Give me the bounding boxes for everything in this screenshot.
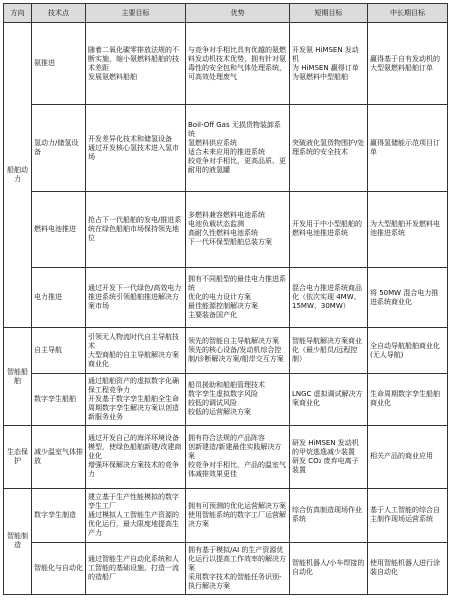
cell-line: 最佳能源控制解决方案 bbox=[188, 302, 258, 311]
table-row bbox=[4, 105, 448, 192]
long-term-cell bbox=[368, 105, 448, 192]
cell-line: 基于人工智能的综合自主制作现场运营系统 bbox=[370, 506, 440, 524]
cell-line: 开发用于中小型船舶的燃料电池推进系统 bbox=[292, 220, 362, 238]
table-row bbox=[4, 542, 448, 594]
header-main-goal: 主要目标 bbox=[86, 4, 186, 23]
long-term-cell bbox=[368, 267, 448, 328]
advantage-cell bbox=[186, 23, 290, 105]
cell-line: 将 50MW 混合电力推进系统商业化 bbox=[370, 288, 439, 306]
cell-line: 拥有符合法规的产品阵容 bbox=[188, 434, 265, 443]
long-term-cell bbox=[368, 328, 448, 374]
advantage-cell bbox=[186, 425, 290, 488]
cell-line: 赢得基于自有发动机的大型氨燃料船舶订单 bbox=[370, 54, 440, 72]
cell-line: 发展氨燃料船舶 bbox=[88, 72, 137, 81]
table-row bbox=[4, 425, 448, 488]
cell-line: 为氨燃料中型船舶 bbox=[292, 72, 348, 81]
cell-line: 相关产品的商业应用 bbox=[370, 452, 433, 461]
document-page bbox=[3, 3, 447, 595]
table-row bbox=[4, 191, 448, 267]
header-direction: 方向 bbox=[4, 4, 32, 23]
long-term-cell bbox=[368, 191, 448, 267]
table-row bbox=[4, 267, 448, 328]
header-tech: 技术点 bbox=[32, 4, 86, 23]
cell-line: 通过开发下一代绿色/高效电力推进系统引领船舶推进解决方案市场 bbox=[88, 284, 182, 311]
main-goal-cell bbox=[86, 23, 186, 105]
tech-cell: 电力推进 bbox=[32, 267, 86, 328]
cell-line: 与竞争对手相比具有优越的氨燃料发动机技术优势，拥有针对氨毒性的安全包和气体处理系统，可高效处理废气 bbox=[188, 45, 286, 81]
table-row bbox=[4, 488, 448, 542]
short-term-cell bbox=[290, 425, 368, 488]
cell-line: 拥有基于模拟/AI 的生产资源优化运行以提高工作效率的解决方案 bbox=[188, 545, 286, 572]
long-term-cell bbox=[368, 542, 448, 594]
cell-line: 开发氨 HiMSEN 发动机 bbox=[292, 45, 359, 63]
cell-line: 领先的智能自主导航解决方案 bbox=[188, 337, 279, 346]
table-row bbox=[4, 23, 448, 105]
short-term-cell bbox=[290, 267, 368, 328]
cell-line: 多燃料兼容燃料电池系统 bbox=[188, 211, 265, 220]
cell-line: 随着二氧化碳零排放法规的不断实施，缩小氨燃料船舶的技术差距 bbox=[88, 45, 179, 72]
cell-line: 开发基于数字孪生船舶全生命周期数字孪生解决方案以创造新服务业务 bbox=[88, 394, 179, 421]
cell-line: 生命周期数字孪生船舶商业化 bbox=[370, 390, 440, 408]
table-row bbox=[4, 328, 448, 374]
advantage-cell bbox=[186, 542, 290, 594]
cell-line: 拥有可预测的优化运营解决方案 bbox=[188, 501, 286, 510]
cell-line: 较低的调试风险 bbox=[188, 399, 237, 408]
cell-line: 采用数字技术的智能任务识别-执行解决方案 bbox=[188, 572, 282, 590]
cell-line: 较竞争对手相比，更高品质、更耐用的液氢罐 bbox=[188, 157, 286, 175]
cell-line: 数字孪生虚拟数字风险 bbox=[188, 390, 258, 399]
cell-line: 赢得氢储能示范项目订单 bbox=[370, 139, 440, 157]
short-term-cell bbox=[290, 542, 368, 594]
cell-line: 适合未来应用的推进系统 bbox=[188, 148, 265, 157]
short-term-cell bbox=[290, 328, 368, 374]
cell-line: 主要装备国产化 bbox=[188, 311, 237, 320]
tech-cell: 减少温室气体排放 bbox=[32, 425, 86, 488]
cell-line: 综合仿真制造现场作业系统 bbox=[292, 506, 362, 524]
main-goal-cell bbox=[86, 267, 186, 328]
direction-cell: 智能制造 bbox=[4, 488, 32, 594]
cell-line: 较竞争对手相比，产品的温室气体减排效果更佳 bbox=[188, 461, 286, 479]
cell-line: 通过智能生产自动化系统和人工智能的基础设施，打造一流的造船厂 bbox=[88, 554, 179, 581]
cell-line: 使用智能系统的数字工厂运营解决方案 bbox=[188, 510, 286, 528]
tech-cell: 自主导航 bbox=[32, 328, 86, 374]
cell-line: 建立基于生产性能模拟的数字孪生工厂 bbox=[88, 492, 179, 510]
main-goal-cell bbox=[86, 542, 186, 594]
cell-line: 混合电力推进系统商品化（依次实现 4MW、15MW、30MW） bbox=[292, 284, 362, 311]
cell-line: 大型商船的自主导航解决方案商业化 bbox=[88, 350, 179, 368]
long-term-cell bbox=[368, 23, 448, 105]
cell-line: 使用智能机器人进行涂装自动化 bbox=[370, 559, 440, 577]
direction-cell: 船舶动力 bbox=[4, 23, 32, 328]
main-goal-cell bbox=[86, 105, 186, 192]
long-term-cell bbox=[368, 373, 448, 425]
cell-line: 通过船舶资产的虚拟数字化确保工程竞争力 bbox=[88, 376, 179, 394]
advantage-cell bbox=[186, 105, 290, 192]
header-long-term: 中长期目标 bbox=[368, 4, 448, 23]
cell-line: LNGC 虚拟调试解决方案商业化 bbox=[292, 390, 363, 408]
short-term-cell bbox=[290, 105, 368, 192]
cell-line: 全自动导航船舶商业化(无人导航) bbox=[370, 341, 440, 359]
cell-line: 通过开发核心氢技术进入氢市场 bbox=[88, 143, 179, 161]
main-goal-cell bbox=[86, 373, 186, 425]
tech-cell: 数字孪生制造 bbox=[32, 488, 86, 542]
tech-cell: 智能化与自动化 bbox=[32, 542, 86, 594]
cell-line: 抢占下一代船舶的发电/推进系统在绿色船舶市场保持领先地位 bbox=[88, 215, 182, 242]
cell-line: 创新建造/新建最佳实践解决方案 bbox=[188, 443, 282, 461]
tech-cell: 燃料电池推进 bbox=[32, 191, 86, 267]
strategy-table bbox=[3, 3, 448, 595]
header-short-term: 短期目标 bbox=[290, 4, 368, 23]
main-goal-cell bbox=[86, 191, 186, 267]
main-goal-cell bbox=[86, 328, 186, 374]
advantage-cell bbox=[186, 191, 290, 267]
cell-line: 研发 CO₂ 废弃电离子装置 bbox=[292, 456, 359, 474]
cell-line: 智能机器人/小车焊接的自动化 bbox=[292, 559, 365, 577]
table-body bbox=[4, 23, 448, 595]
short-term-cell bbox=[290, 191, 368, 267]
header-advantage: 优势 bbox=[186, 4, 290, 23]
cell-line: 较低的运营解决方案 bbox=[188, 408, 251, 417]
cell-line: 开发差异化技术和储氢设备 bbox=[88, 134, 172, 143]
cell-line: 通过模拟人工智能生产资源的优化运行，最大限度地提高生产力 bbox=[88, 510, 179, 537]
tech-cell: 氨推进 bbox=[32, 23, 86, 105]
long-term-cell bbox=[368, 488, 448, 542]
long-term-cell bbox=[368, 425, 448, 488]
cell-line: 突破液化氢货物围护/处理系统的安全技术 bbox=[292, 139, 365, 157]
cell-line: 电池负载状态监测 bbox=[188, 220, 244, 229]
short-term-cell bbox=[290, 23, 368, 105]
cell-line: 为大型船舶开发燃料电池推进系统 bbox=[370, 220, 440, 238]
cell-line: 拥有不同船型的最佳电力推进系统 bbox=[188, 275, 286, 293]
cell-line: 为 HiMSEN 赢得订单 bbox=[292, 63, 359, 72]
short-term-cell bbox=[290, 373, 368, 425]
cell-line: Boil-Off Gas 无损货物装卸系统 bbox=[188, 121, 281, 139]
cell-line: 高耐久性燃料电池系统 bbox=[188, 229, 258, 238]
cell-line: 优化的电力设计方案 bbox=[188, 293, 251, 302]
direction-cell: 智能船舶 bbox=[4, 328, 32, 426]
cell-line: 氢燃料供应系统 bbox=[188, 139, 237, 148]
cell-line: 智能导航解决方案商业化（最少船员/远程控制） bbox=[292, 337, 362, 364]
main-goal-cell bbox=[86, 488, 186, 542]
cell-line: 下一代环保型船舶总装方案 bbox=[188, 238, 272, 247]
cell-line: 领先的核心设备/发动机综合控制/诊断解决方案/船岸交互方案 bbox=[188, 346, 284, 364]
short-term-cell bbox=[290, 488, 368, 542]
advantage-cell bbox=[186, 488, 290, 542]
direction-cell: 生态保护 bbox=[4, 425, 32, 488]
tech-cell: 数字孪生船舶 bbox=[32, 373, 86, 425]
cell-line: 引领无人物流时代自主导航技术 bbox=[88, 332, 179, 350]
table-row bbox=[4, 373, 448, 425]
cell-line: 增强环保解决方案技术的竞争力 bbox=[88, 461, 179, 479]
main-goal-cell bbox=[86, 425, 186, 488]
advantage-cell bbox=[186, 267, 290, 328]
tech-cell: 氢动力/储氢设备 bbox=[32, 105, 86, 192]
cell-line: 研发 HiMSEN 发动机的甲烷逃逸减少装置 bbox=[292, 438, 359, 456]
advantage-cell bbox=[186, 373, 290, 425]
advantage-cell bbox=[186, 328, 290, 374]
cell-line: 通过开发自己的海洋环境设备模型，使绿色船舶新建/改建商业化 bbox=[88, 434, 182, 461]
cell-line: 船员援助和船舶管理技术 bbox=[188, 381, 265, 390]
header-row bbox=[4, 4, 448, 23]
